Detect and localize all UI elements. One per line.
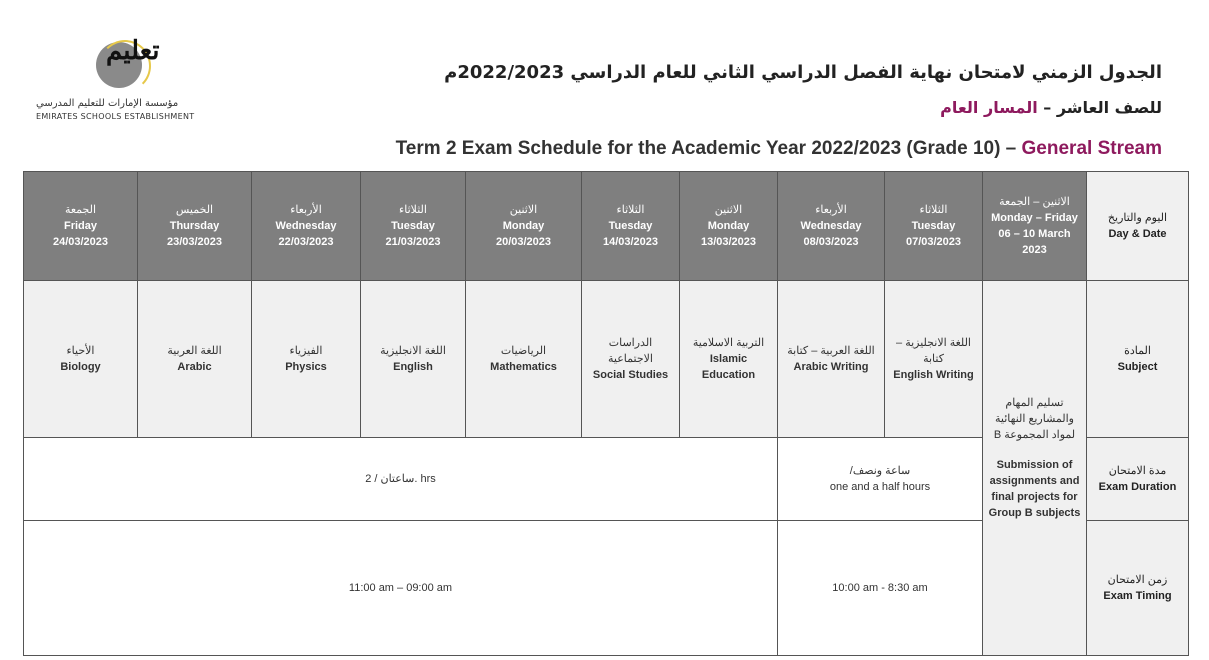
day-en: Monday [502, 220, 545, 232]
day-ar: الأربعاء [815, 204, 847, 216]
subject-ar: الرياضيات [500, 345, 547, 357]
exam-date: 24/03/2023 [52, 236, 109, 248]
exam-date: 21/03/2023 [385, 236, 441, 248]
day-date-row [24, 172, 1189, 281]
duration-two-hours: ساعتان / 2. hrs [24, 438, 778, 521]
day-cell [138, 172, 252, 281]
logo-english-name: EMIRATES SCHOOLS ESTABLISHMENT [36, 112, 195, 121]
duration-one-half [778, 438, 983, 521]
subtitle-grade: للصف العاشر – [1037, 98, 1162, 117]
subject-cell [252, 281, 361, 438]
title-english-stream: General Stream [1021, 138, 1162, 159]
exam-date: 07/03/2023 [905, 236, 962, 248]
ese-logo [36, 36, 206, 126]
day-ar: الخميس [175, 204, 214, 216]
exam-date: 14/03/2023 [602, 236, 659, 248]
day-cell [778, 172, 885, 281]
subject-ar: اللغة العربية [167, 345, 222, 357]
subject-ar: الفيزياء [289, 345, 323, 357]
submission-ar: تسليم المهام والمشاريع النهائية لمواد المجموعة B [993, 397, 1076, 441]
day-cell [466, 172, 582, 281]
subject-ar: اللغة الانجليزية – كتابة [896, 337, 971, 365]
subject-en: Mathematics [490, 361, 557, 373]
label-ar: مدة الامتحان [1108, 465, 1167, 477]
subject-cell [138, 281, 252, 438]
day-en: Wednesday [275, 220, 337, 232]
day-ar: الاثنين [509, 204, 538, 216]
timing-late: 11:00 am – 09:00 am [24, 521, 778, 656]
subject-en: English Writing [893, 369, 974, 381]
label-ar: اليوم والتاريخ [1107, 212, 1168, 224]
day-cell [885, 172, 983, 281]
logo-wordmark: تعليم [106, 36, 160, 66]
label-en: Exam Duration [1098, 481, 1177, 493]
subject-cell [582, 281, 680, 438]
label-en: Exam Timing [1103, 590, 1172, 602]
duration-one-half-ar: ساعة ونصف/ [849, 465, 911, 477]
day-cell [361, 172, 466, 281]
subtitle-arabic [940, 98, 1162, 117]
subject-row [24, 281, 1189, 438]
subject-en: Biology [60, 361, 101, 373]
day-en: Tuesday [391, 220, 435, 232]
subject-ar: اللغة الانجليزية [380, 345, 446, 357]
subject-cell [885, 281, 983, 438]
exam-date: 08/03/2023 [803, 236, 859, 248]
submission-cell [983, 281, 1087, 656]
subject-label [1087, 281, 1189, 438]
subject-cell [466, 281, 582, 438]
day-cell [680, 172, 778, 281]
day-ar: الجمعة [64, 204, 97, 216]
timing-label [1087, 521, 1189, 656]
exam-date: 22/03/2023 [278, 236, 334, 248]
submission-en: Submission of assignments and final projects for Group B subjects [988, 459, 1081, 519]
subject-cell [361, 281, 466, 438]
exam-date: 20/03/2023 [495, 236, 552, 248]
exam-date: 23/03/2023 [166, 236, 223, 248]
timing-early: 10:00 am - 8:30 am [778, 521, 983, 656]
day-ar: الثلاثاء [616, 204, 645, 216]
day-cell [252, 172, 361, 281]
submission-date: 06 – 10 March 2023 [998, 228, 1071, 256]
day-ar: الاثنين – الجمعة [999, 196, 1070, 208]
subject-en: Arabic [177, 361, 212, 373]
day-en: Tuesday [911, 220, 956, 232]
subject-ar: الدراسات الاجتماعية [608, 337, 653, 365]
label-en: Subject [1117, 361, 1158, 373]
title-arabic: الجدول الزمني لامتحان نهاية الفصل الدراسي الثاني للعام الدراسي 2022/2023م [444, 62, 1162, 83]
label-ar: المادة [1124, 345, 1151, 357]
label-ar: زمن الامتحان [1107, 574, 1168, 586]
subject-ar: اللغة العربية – كتابة [787, 345, 875, 357]
day-ar: الثلاثاء [919, 204, 948, 216]
title-english [396, 138, 1162, 160]
subject-cell [680, 281, 778, 438]
day-cell [24, 172, 138, 281]
subject-en: Social Studies [592, 369, 669, 381]
day-en: Thursday [169, 220, 220, 232]
label-en: Day & Date [1108, 228, 1167, 240]
subject-cell [778, 281, 885, 438]
subject-en: Arabic Writing [793, 361, 869, 373]
subject-cell [24, 281, 138, 438]
day-en: Tuesday [608, 220, 653, 232]
subtitle-stream: المسار العام [940, 98, 1038, 117]
day-ar: الاثنين [714, 204, 743, 216]
submission-day-cell [983, 172, 1087, 281]
title-english-main: Term 2 Exam Schedule for the Academic Year 2022/2023 (Grade 10) – [395, 138, 1022, 159]
day-en: Monday – Friday [991, 212, 1078, 224]
subject-en: English [393, 361, 433, 373]
day-ar: الأربعاء [290, 204, 322, 216]
day-en: Friday [63, 220, 97, 232]
day-cell [582, 172, 680, 281]
exam-date: 13/03/2023 [700, 236, 757, 248]
day-en: Monday [707, 220, 750, 232]
subject-en: Islamic Education [701, 353, 756, 381]
subject-en: Physics [285, 361, 327, 373]
duration-one-half-en: one and a half hours [829, 481, 931, 493]
logo-arabic-name: مؤسسة الإمارات للتعليم المدرسي [36, 98, 179, 109]
duration-label [1087, 438, 1189, 521]
day-date-label [1087, 172, 1189, 281]
subject-ar: الأحياء [66, 345, 95, 357]
day-ar: الثلاثاء [399, 204, 427, 216]
exam-schedule-table [23, 171, 1189, 656]
subject-ar: التربية الاسلامية [692, 337, 765, 349]
day-en: Wednesday [800, 220, 862, 232]
